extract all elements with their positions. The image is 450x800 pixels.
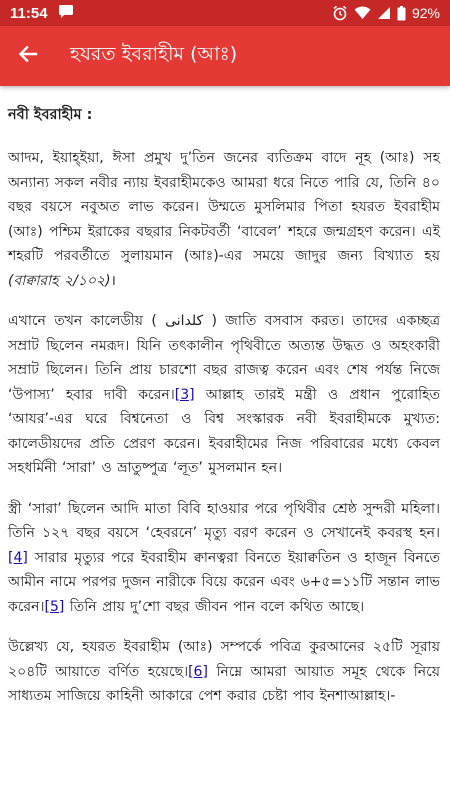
wifi-icon [354, 6, 371, 20]
paragraph-4-text-b: নিম্নে আমরা আয়াত সমূহ থেকে নিয়ে সাধ্যতম সাজিয়ে কাহিনী আকারে পেশ করার চেষ্টা পাব ইনশাআল্লাহ।- [8, 663, 441, 704]
footnote-link-5[interactable]: [5] [44, 598, 65, 615]
message-icon [58, 4, 74, 22]
paragraph-4 [8, 635, 440, 709]
paragraph-3-text-b: সারার মৃত্যুর পরে ইবরাহীম ক্বানত্বরা বিনতে ইয়াক্বতিন ও হাজূন বিনতে আমীন নামে পরপর দুজন নারীকে বিয়ে করেন এবং ৬+৫=১১টি সন্তান লাভ করেন। [8, 549, 440, 615]
citation: (বাক্বারাহ ২/১০২) [8, 272, 111, 289]
paragraph-3 [8, 497, 440, 620]
battery-percent: 92% [411, 5, 440, 21]
signal-icon [377, 6, 391, 20]
footnote-link-3[interactable]: [3] [174, 386, 195, 403]
article-content [0, 86, 450, 800]
footnote-link-4[interactable]: [4] [8, 549, 28, 566]
page-title: হযরত ইবরাহীম (আঃ) [70, 43, 238, 65]
paragraph-3-text-c: তিনি প্রায় দু’শো বছর জীবন পান বলে কথিত আছে। [64, 598, 365, 615]
footnote-link-6[interactable]: [6] [188, 663, 208, 680]
paragraph-2-text-a: এখানে তখন কালেডীয় ( كلدانى ) জাতি বসবাস করত। তাদের একচ্ছত্র সম্রাট ছিলেন নমরূদ। যিনি তৎকালীন পৃথিবীতে অত্যন্ত উদ্ধত ও অহংকারী সম্রাট ছিলেন। তিনি প্রায় চারশো বছর রাজত্ব করেন এবং শেষ পর্যন্ত নিজে ‘উপাস্য’ হবার দাবী করেন। [8, 313, 441, 403]
status-bar [0, 0, 450, 26]
paragraph-2 [8, 309, 440, 481]
battery-icon [397, 6, 406, 21]
app-bar [0, 26, 450, 86]
back-button[interactable] [0, 26, 56, 86]
paragraph-3-text-a: স্ত্রী ‘সারা’ ছিলেন আদি মাতা বিবি হাওয়ার পরে পৃথিবীর শ্রেষ্ঠ সুন্দরী মহিলা। তিনি ১২৭ বছর বয়সে ‘হেবরনে’ মৃত্যু বরণ করেন ও সেখানেই কবরস্থ হন। [8, 500, 440, 541]
paragraph-2-text-b: আল্লাহ তারই মন্ত্রী ও প্রধান পুরোহিত ‘আযর’-এর ঘরে বিশ্বনেতা ও বিশ্ব সংস্কারক নবী ইবরাহীমকে মুখ্যত: কালেডীয়দের প্রতি প্রেরণ করেন। ইবরাহীমের নিজ পরিবারের মধ্যে কেবল সহধর্মিনী ‘সারা’ ও ভ্রাতুষ্পুত্র ‘লূত’ মুসলমান হন। [8, 386, 440, 476]
article-heading: নবী ইবরাহীম : [8, 107, 93, 123]
paragraph-1-end: । [110, 272, 116, 289]
paragraph-1-text: আদম, ইয়াহ্ইয়া, ঈসা প্রমুখ দু’তিন জনের ব্যতিক্রম বাদে নূহ (আঃ) সহ অন্যান্য সকল নবীর ন্যায় ইবরাহীমকেও আমরা ধরে নিতে পারি যে, তিনি ৪০ বছর বয়সে নবুঅত লাভ করেন। উম্মতে মুসলিমার পিতা হযরত ইবরাহীম (আঃ) পশ্চিম ইরাকের বছরার নিকটবর্তী ‘বাবেল’ শহরে জন্মগ্রহণ করেন। এই শহরটি পরবর্তীতে সুলায়মান (আঃ)-এর সময়ে জাদুর জন্য বিখ্যাত হয় [8, 150, 440, 264]
paragraph-1 [8, 146, 440, 293]
arrow-left-icon [18, 44, 38, 68]
status-time: 11:54 [10, 4, 48, 22]
alarm-icon [332, 5, 348, 21]
paragraph-4-text-a: উল্লেখ্য যে, হযরত ইবরাহীম (আঃ) সম্পর্কে পবিত্র কুরআনের ২৫টি সূরায় ২০৪টি আয়াতে বর্ণিত হয়েছে। [8, 639, 440, 680]
